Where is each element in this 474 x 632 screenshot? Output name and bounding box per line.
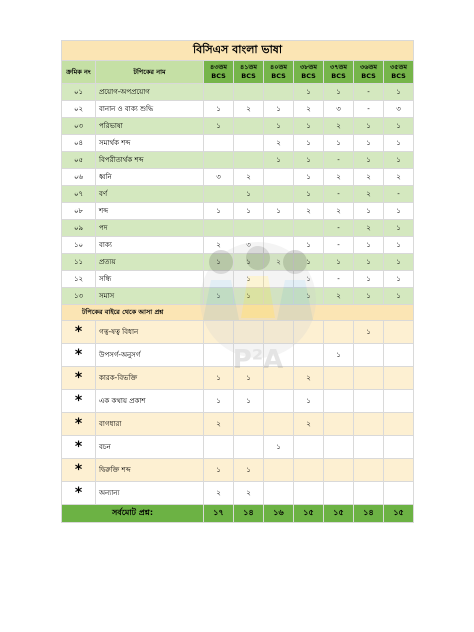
count-cell: [294, 344, 324, 367]
count-cell: ১: [294, 169, 324, 186]
table-row: [62, 152, 414, 169]
topic-cell: বিপরীতার্থক শব্দ: [96, 152, 204, 169]
count-cell: [204, 152, 234, 169]
count-cell: ১: [354, 321, 384, 344]
count-cell: [384, 390, 414, 413]
count-cell: [354, 367, 384, 390]
col-header-exam: [324, 61, 354, 84]
col-header-exam: [264, 61, 294, 84]
exam-name: ৩৭তম: [330, 63, 347, 71]
count-cell: [324, 367, 354, 390]
table-row: [62, 390, 414, 413]
count-cell: ২: [234, 101, 264, 118]
count-cell: [384, 436, 414, 459]
topic-cell: অন্যান্য: [96, 482, 204, 505]
count-cell: ২: [294, 367, 324, 390]
star-marker: *: [62, 436, 96, 459]
count-cell: ১: [384, 288, 414, 305]
star-marker: *: [62, 367, 96, 390]
count-cell: ১: [354, 271, 384, 288]
count-cell: ২: [294, 203, 324, 220]
topic-cell: উপসর্গ-অনুসর্গ: [96, 344, 204, 367]
count-cell: ৩: [324, 101, 354, 118]
table-row: [62, 186, 414, 203]
count-cell: ১: [384, 254, 414, 271]
count-cell: ১: [294, 118, 324, 135]
table-row: [62, 84, 414, 101]
count-cell: [324, 321, 354, 344]
count-cell: ২: [204, 413, 234, 436]
page-title: বিসিএস বাংলা ভাষা: [62, 41, 414, 61]
count-cell: ১: [354, 118, 384, 135]
count-cell: [354, 459, 384, 482]
total-cell: ১৬: [264, 505, 294, 523]
count-cell: -: [324, 152, 354, 169]
count-cell: [234, 413, 264, 436]
count-cell: ১: [294, 237, 324, 254]
count-cell: ৩: [384, 101, 414, 118]
exam-bcs: BCS: [361, 72, 376, 80]
watermark-text: P²A: [232, 345, 284, 375]
star-marker: *: [62, 390, 96, 413]
count-cell: [384, 482, 414, 505]
topic-cell: বানান ও বাক্য শুদ্ধি: [96, 101, 204, 118]
count-cell: [204, 135, 234, 152]
col-header-exam: [384, 61, 414, 84]
serial-cell: ০৫: [62, 152, 96, 169]
count-cell: ১: [234, 288, 264, 305]
table-row: [62, 436, 414, 459]
count-cell: ২: [354, 186, 384, 203]
star-marker: *: [62, 459, 96, 482]
table-row: [62, 118, 414, 135]
serial-cell: ১৩: [62, 288, 96, 305]
total-row: [62, 505, 414, 523]
table-row: [62, 237, 414, 254]
topic-cell: সন্ধি: [96, 271, 204, 288]
count-cell: ১: [204, 101, 234, 118]
count-cell: ১: [264, 203, 294, 220]
count-cell: ২: [354, 169, 384, 186]
count-cell: ১: [294, 152, 324, 169]
exam-name: ৩৫তম: [390, 63, 407, 71]
count-cell: ১: [234, 254, 264, 271]
table-row: [62, 254, 414, 271]
topic-cell: শব্দ: [96, 203, 204, 220]
serial-cell: ১০: [62, 237, 96, 254]
col-header-serial: ক্রমিক নং: [62, 61, 96, 84]
topic-cell: সমার্থক শব্দ: [96, 135, 204, 152]
count-cell: ১: [234, 203, 264, 220]
table-row: [62, 413, 414, 436]
count-cell: ২: [324, 203, 354, 220]
count-cell: ১: [234, 271, 264, 288]
topic-cell: বাগধারা: [96, 413, 204, 436]
count-cell: [204, 321, 234, 344]
topic-cell: দ্বিরুক্তি শব্দ: [96, 459, 204, 482]
count-cell: [384, 459, 414, 482]
count-cell: [234, 220, 264, 237]
exam-name: ৩৬তম: [360, 63, 377, 71]
star-marker: *: [62, 413, 96, 436]
count-cell: [204, 344, 234, 367]
exam-bcs: BCS: [391, 72, 406, 80]
topic-cell: প্রয়োগ-অপপ্রয়োগ: [96, 84, 204, 101]
exam-bcs: BCS: [241, 72, 256, 80]
table-row: [62, 459, 414, 482]
topic-cell: কারক-বিভক্তি: [96, 367, 204, 390]
count-cell: ১: [354, 135, 384, 152]
count-cell: [324, 413, 354, 436]
count-cell: ১: [354, 237, 384, 254]
count-cell: [324, 459, 354, 482]
table-row: [62, 220, 414, 237]
serial-cell: ০৭: [62, 186, 96, 203]
count-cell: [264, 459, 294, 482]
serial-cell: ১১: [62, 254, 96, 271]
bcs-bangla-table: [61, 40, 414, 523]
col-header-topic: টপিকের নাম: [96, 61, 204, 84]
count-cell: [264, 237, 294, 254]
count-cell: [324, 436, 354, 459]
exam-bcs: BCS: [211, 72, 226, 80]
count-cell: ৩: [204, 169, 234, 186]
exam-name: ৪১তম: [240, 63, 257, 71]
count-cell: [354, 390, 384, 413]
table-row: [62, 135, 414, 152]
count-cell: ১: [384, 152, 414, 169]
count-cell: ১: [354, 254, 384, 271]
total-cell: ১৫: [324, 505, 354, 523]
count-cell: [204, 271, 234, 288]
count-cell: ১: [234, 186, 264, 203]
count-cell: -: [384, 186, 414, 203]
header-row: [62, 61, 414, 84]
count-cell: [384, 321, 414, 344]
count-cell: ১: [294, 84, 324, 101]
count-cell: ১: [264, 152, 294, 169]
count-cell: [264, 482, 294, 505]
count-cell: ১: [264, 118, 294, 135]
total-cell: ১৪: [354, 505, 384, 523]
count-cell: [264, 84, 294, 101]
count-cell: ১: [294, 390, 324, 413]
count-cell: ২: [324, 288, 354, 305]
serial-cell: ০৮: [62, 203, 96, 220]
count-cell: [264, 220, 294, 237]
star-marker: *: [62, 482, 96, 505]
total-cell: ১৫: [294, 505, 324, 523]
syllabus-sheet: [61, 40, 413, 523]
topic-cell: এক কথায় প্রকাশ: [96, 390, 204, 413]
topic-cell: প্রত্যয়: [96, 254, 204, 271]
count-cell: [234, 344, 264, 367]
table-row: [62, 288, 414, 305]
count-cell: ১: [234, 367, 264, 390]
count-cell: ১: [354, 203, 384, 220]
count-cell: -: [354, 84, 384, 101]
serial-cell: ০৬: [62, 169, 96, 186]
section-row: [62, 305, 414, 321]
exam-bcs: BCS: [301, 72, 316, 80]
count-cell: ১: [204, 118, 234, 135]
col-header-exam: [354, 61, 384, 84]
count-cell: ১: [384, 220, 414, 237]
count-cell: ১: [204, 254, 234, 271]
col-header-exam: [234, 61, 264, 84]
count-cell: [204, 186, 234, 203]
exam-name: ৪৩তম: [210, 63, 227, 71]
count-cell: [264, 390, 294, 413]
count-cell: [354, 344, 384, 367]
table-row: [62, 169, 414, 186]
count-cell: [294, 482, 324, 505]
count-cell: [264, 344, 294, 367]
count-cell: [354, 413, 384, 436]
topic-cell: পদ: [96, 220, 204, 237]
count-cell: ১: [204, 203, 234, 220]
count-cell: [264, 367, 294, 390]
col-header-exam: [294, 61, 324, 84]
exam-name: ৪০তম: [270, 63, 287, 71]
count-cell: ১: [294, 288, 324, 305]
count-cell: [234, 84, 264, 101]
topic-cell: বচন: [96, 436, 204, 459]
topic-cell: পরিভাষা: [96, 118, 204, 135]
count-cell: [264, 413, 294, 436]
count-cell: -: [324, 237, 354, 254]
count-cell: ১: [264, 436, 294, 459]
count-cell: ১: [354, 152, 384, 169]
count-cell: ১: [384, 271, 414, 288]
star-marker: *: [62, 321, 96, 344]
count-cell: [354, 436, 384, 459]
count-cell: ২: [264, 254, 294, 271]
topic-cell: সমাস: [96, 288, 204, 305]
topic-cell: বাক্য: [96, 237, 204, 254]
topic-cell: গত্ব-ষত্ব বিধান: [96, 321, 204, 344]
count-cell: ১: [234, 459, 264, 482]
count-cell: [294, 220, 324, 237]
count-cell: ১: [264, 101, 294, 118]
count-cell: ১: [204, 367, 234, 390]
count-cell: [294, 436, 324, 459]
count-cell: ১: [384, 203, 414, 220]
total-cell: ১৪: [234, 505, 264, 523]
count-cell: [264, 288, 294, 305]
table-row: [62, 271, 414, 288]
count-cell: ১: [384, 135, 414, 152]
total-label: সর্বমোট প্রশ্ন:: [62, 505, 204, 523]
count-cell: [204, 84, 234, 101]
count-cell: [264, 169, 294, 186]
count-cell: [234, 436, 264, 459]
serial-cell: ০৩: [62, 118, 96, 135]
count-cell: -: [324, 220, 354, 237]
count-cell: ২: [324, 118, 354, 135]
count-cell: [204, 436, 234, 459]
count-cell: [264, 186, 294, 203]
count-cell: ১: [384, 237, 414, 254]
count-cell: [234, 152, 264, 169]
table-row: [62, 203, 414, 220]
count-cell: -: [324, 271, 354, 288]
serial-cell: ০২: [62, 101, 96, 118]
count-cell: ১: [204, 288, 234, 305]
count-cell: ১: [294, 186, 324, 203]
serial-cell: ০৯: [62, 220, 96, 237]
count-cell: ১: [384, 118, 414, 135]
count-cell: [264, 321, 294, 344]
count-cell: ২: [204, 237, 234, 254]
count-cell: ২: [294, 413, 324, 436]
serial-cell: ১২: [62, 271, 96, 288]
count-cell: ২: [264, 135, 294, 152]
count-cell: [354, 482, 384, 505]
count-cell: ১: [324, 344, 354, 367]
count-cell: ২: [234, 482, 264, 505]
count-cell: ১: [294, 271, 324, 288]
count-cell: ২: [294, 101, 324, 118]
count-cell: [264, 271, 294, 288]
count-cell: [234, 321, 264, 344]
topic-cell: বর্ণ: [96, 186, 204, 203]
title-row: [62, 41, 414, 61]
count-cell: [234, 118, 264, 135]
serial-cell: ০১: [62, 84, 96, 101]
col-header-exam: [204, 61, 234, 84]
count-cell: [294, 459, 324, 482]
table-row: [62, 321, 414, 344]
count-cell: ২: [354, 220, 384, 237]
count-cell: ১: [324, 254, 354, 271]
count-cell: ২: [234, 169, 264, 186]
total-cell: ১৭: [204, 505, 234, 523]
count-cell: ১: [234, 390, 264, 413]
count-cell: [294, 321, 324, 344]
table-row: [62, 101, 414, 118]
count-cell: ১: [294, 135, 324, 152]
count-cell: [324, 390, 354, 413]
count-cell: [204, 220, 234, 237]
star-marker: *: [62, 344, 96, 367]
count-cell: ১: [324, 135, 354, 152]
count-cell: ২: [384, 169, 414, 186]
table-row: [62, 344, 414, 367]
count-cell: ১: [354, 288, 384, 305]
table-row: [62, 482, 414, 505]
total-cell: ১৫: [384, 505, 414, 523]
count-cell: ১: [204, 390, 234, 413]
count-cell: ১: [384, 84, 414, 101]
exam-bcs: BCS: [331, 72, 346, 80]
topic-cell: ধ্বনি: [96, 169, 204, 186]
count-cell: [324, 482, 354, 505]
count-cell: [384, 367, 414, 390]
section-label: টপিকের বাইরে থেকে আসা প্রশ্ন: [62, 305, 414, 321]
count-cell: [384, 344, 414, 367]
count-cell: ২: [324, 169, 354, 186]
count-cell: ৩: [234, 237, 264, 254]
count-cell: ১: [204, 459, 234, 482]
table-row: [62, 367, 414, 390]
exam-name: ৩৮তম: [300, 63, 317, 71]
count-cell: ১: [324, 84, 354, 101]
count-cell: ১: [294, 254, 324, 271]
count-cell: -: [354, 101, 384, 118]
count-cell: [234, 135, 264, 152]
exam-bcs: BCS: [271, 72, 286, 80]
serial-cell: ০৪: [62, 135, 96, 152]
count-cell: -: [324, 186, 354, 203]
count-cell: [384, 413, 414, 436]
count-cell: ২: [204, 482, 234, 505]
